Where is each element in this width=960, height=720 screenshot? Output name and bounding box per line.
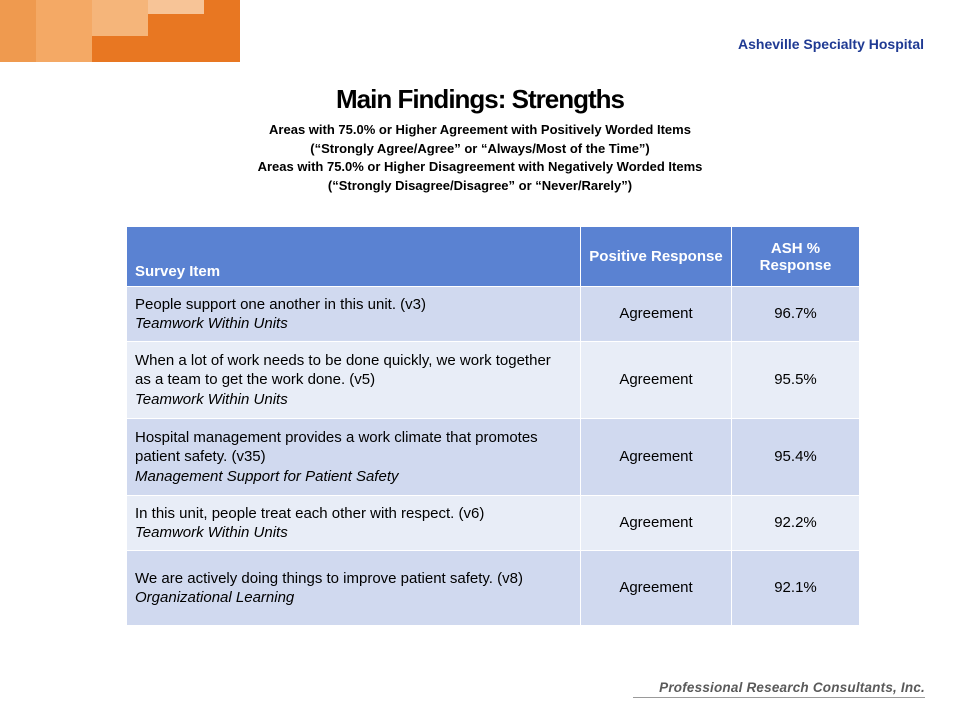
survey-item-cell [127, 287, 581, 342]
column-header-positive-response: Positive Response [581, 227, 732, 287]
survey-item-text: People support one another in this unit. (v3) [135, 295, 427, 313]
ash-response-cell: 92.1% [732, 551, 860, 626]
survey-item-category: Teamwork Within Units [135, 315, 288, 332]
decorative-square [92, 0, 148, 36]
table-row [127, 419, 860, 496]
survey-item-text: We are actively doing things to improve patient safety. (v8) [135, 569, 523, 587]
subtitle-line: (“Strongly Disagree/Disagree” or “Never/Rarely”) [327, 177, 633, 193]
footer-divider [633, 697, 925, 698]
findings-table [126, 226, 860, 626]
ash-response-cell: 96.7% [732, 287, 860, 342]
ash-response-cell: 95.5% [732, 342, 860, 419]
table-row [127, 342, 860, 419]
ash-response-cell: 95.4% [732, 419, 860, 496]
positive-response-cell: Agreement [581, 287, 732, 342]
table-row [127, 551, 860, 626]
positive-response-cell: Agreement [581, 342, 732, 419]
table-row [127, 287, 860, 342]
survey-item-category: Management Support for Patient Safety [135, 467, 399, 485]
page-title: Main Findings: Strengths [336, 84, 624, 114]
survey-item-cell [127, 496, 581, 551]
decorative-orange-block [0, 0, 240, 62]
survey-item-text: Hospital management provides a work climate that promotes patient safety. (v35) [135, 428, 538, 466]
positive-response-cell: Agreement [581, 419, 732, 496]
subtitle-line: Areas with 75.0% or Higher Disagreement with Negatively Worded Items [257, 159, 703, 174]
decorative-square [0, 0, 36, 62]
ash-response-cell: 92.2% [732, 496, 860, 551]
hospital-name: Asheville Specialty Hospital [738, 36, 924, 52]
table-row [127, 496, 860, 551]
survey-item-cell [127, 419, 581, 496]
survey-item-category: Teamwork Within Units [135, 524, 288, 541]
decorative-square [204, 0, 240, 62]
subtitle [0, 121, 960, 195]
survey-item-cell [127, 342, 581, 419]
company-logo: Professional Research Consultants, Inc. [659, 680, 925, 695]
table-header-row [127, 227, 860, 287]
positive-response-cell: Agreement [581, 496, 732, 551]
decorative-square [148, 0, 204, 14]
decorative-square [36, 0, 92, 62]
survey-item-cell [127, 551, 581, 626]
positive-response-cell: Agreement [581, 551, 732, 626]
column-header-survey-item: Survey Item [127, 227, 581, 287]
subtitle-line: (“Strongly Agree/Agree” or “Always/Most of the Time”) [310, 140, 650, 156]
survey-item-text: In this unit, people treat each other with respect. (v6) [135, 504, 485, 522]
survey-item-text: When a lot of work needs to be done quickly, we work together as a team to get the work done. (v5) [135, 351, 551, 389]
subtitle-line: Areas with 75.0% or Higher Agreement with Positively Worded Items [269, 122, 691, 137]
survey-item-category: Organizational Learning [135, 589, 295, 606]
column-header-ash-response: ASH % Response [732, 227, 860, 287]
survey-item-category: Teamwork Within Units [135, 390, 288, 408]
